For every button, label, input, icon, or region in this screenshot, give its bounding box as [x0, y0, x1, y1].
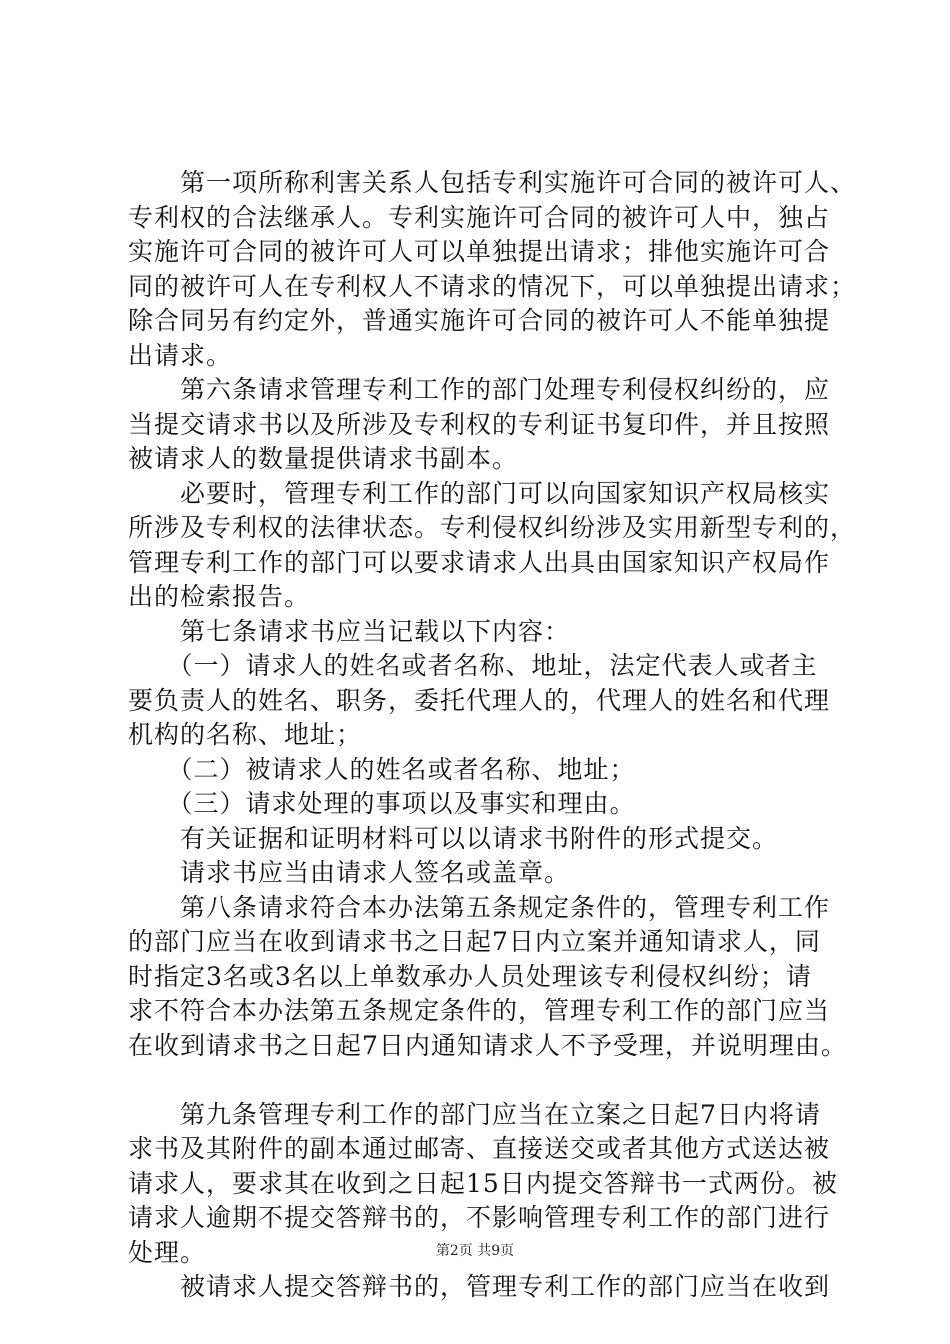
text-line: 请求人，要求其在收到之日起15日内提交答辩书一式两份。被	[128, 1168, 838, 1198]
text-line: 请求书应当由请求人签名或盖章。	[128, 858, 571, 887]
text-line: 的部门应当在收到请求书之日起7日内立案并通知请求人，同	[128, 927, 821, 956]
text-line: 第六条请求管理专利工作的部门处理专利侵权纠纷的，应	[128, 375, 831, 404]
text-line: 要负责人的姓名、职务，委托代理人的，代理人的姓名和代理	[128, 685, 831, 715]
text-line: 请求人逾期不提交答辩书的，不影响管理专利工作的部门进行	[128, 1203, 831, 1232]
text-line: 被请求人的数量提供请求书副本。	[128, 444, 519, 473]
text-line: 时指定3名或3名以上单数承办人员处理该专利侵权纠纷；请	[128, 961, 812, 991]
page-footer: 第2页 共9页	[435, 1243, 515, 1259]
text-line: 管理专利工作的部门可以要求请求人出具由国家知识产权局作	[128, 547, 831, 577]
paragraph-gap	[128, 1063, 828, 1098]
text-line: 同的被许可人在专利权人不请求的情况下，可以单独提出请求；	[128, 271, 857, 301]
text-line: （二）被请求人的姓名或者名称、地址；	[128, 754, 636, 784]
text-line: 必要时，管理专利工作的部门可以向国家知识产权局核实	[128, 478, 831, 508]
text-line: 当提交请求书以及所涉及专利权的专利证书复印件，并且按照	[128, 409, 831, 439]
text-line: （三）请求处理的事项以及事实和理由。	[128, 789, 636, 818]
text-line: 出请求。	[128, 340, 233, 370]
text-line: 第八条请求符合本办法第五条规定条件的，管理专利工作	[128, 892, 831, 922]
text-line: 第一项所称利害关系人包括专利实施许可合同的被许可人、	[128, 168, 857, 197]
text-line: 第七条请求书应当记载以下内容：	[128, 616, 571, 646]
text-line: 实施许可合同的被许可人可以单独提出请求；排他实施许可合	[128, 237, 831, 266]
text-line: 求书及其附件的副本通过邮寄、直接送交或者其他方式送达被	[128, 1134, 831, 1163]
text-line: 所涉及专利权的法律状态。专利侵权纠纷涉及实用新型专利的，	[128, 513, 857, 542]
text-line: 处理。	[128, 1237, 207, 1267]
text-line: 出的检索报告。	[128, 582, 311, 611]
text-line: 被请求人提交答辩书的，管理专利工作的部门应当在收到	[128, 1272, 831, 1301]
text-line: 求不符合本办法第五条规定条件的，管理专利工作的部门应当	[128, 996, 831, 1025]
text-line: （一）请求人的姓名或者名称、地址，法定代表人或者主	[128, 651, 818, 680]
text-line: 有关证据和证明材料可以以请求书附件的形式提交。	[128, 823, 779, 853]
text-line: 专利权的合法继承人。专利实施许可合同的被许可人中，独占	[128, 202, 831, 232]
text-line: 机构的名称、地址；	[128, 720, 363, 749]
text-line: 第九条管理专利工作的部门应当在立案之日起7日内将请	[128, 1099, 821, 1129]
text-line: 在收到请求书之日起7日内通知请求人不予受理，并说明理由。	[128, 1030, 847, 1060]
document-body	[128, 166, 857, 1305]
text-line: 除合同另有约定外，普通实施许可合同的被许可人不能单独提	[128, 306, 831, 335]
